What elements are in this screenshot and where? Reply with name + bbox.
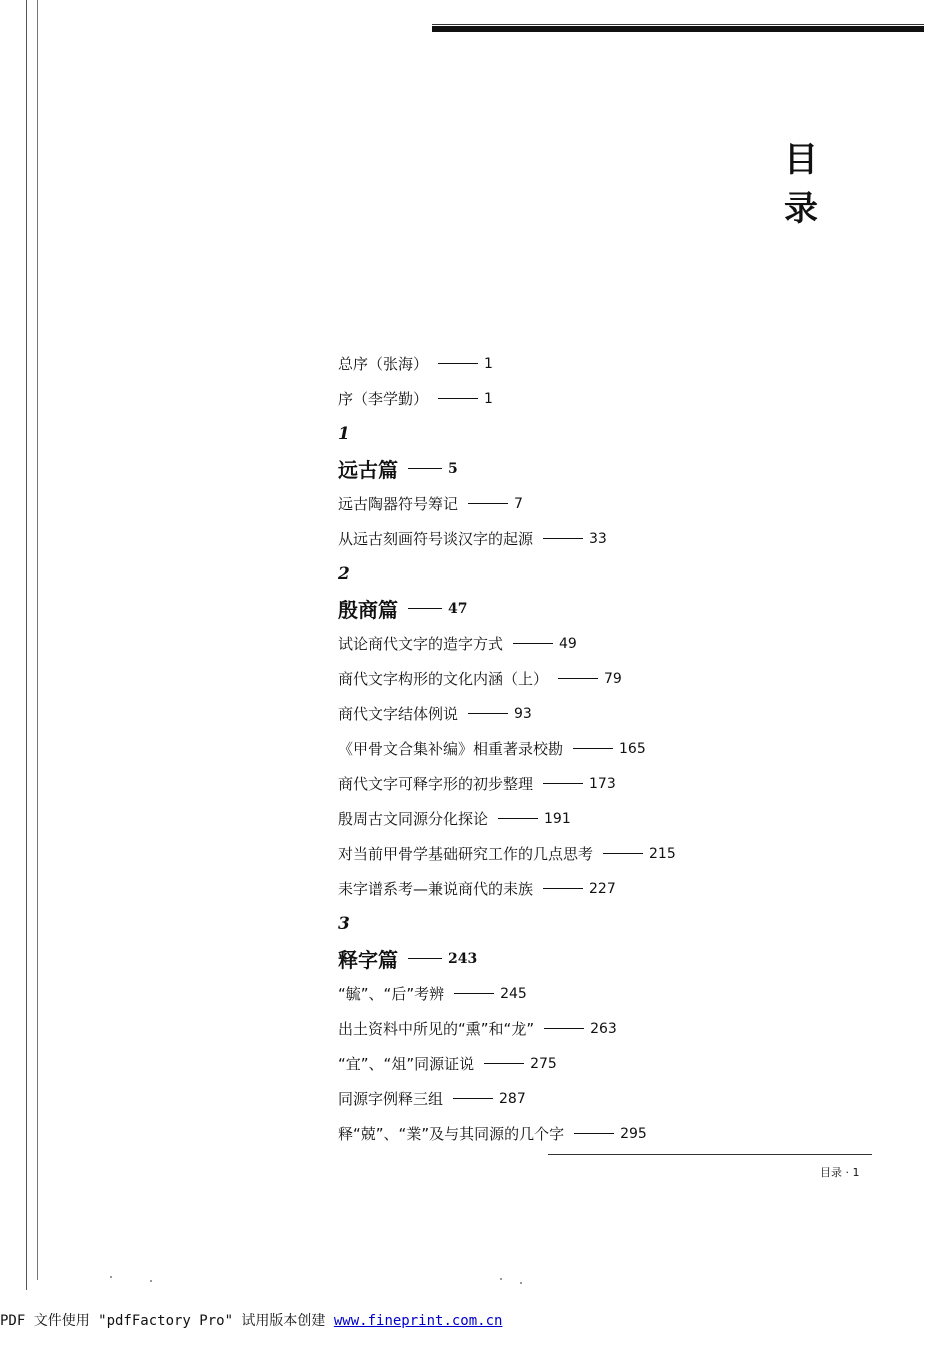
toc-page-number: 165 — [619, 740, 646, 757]
toc-leader-dash — [453, 1098, 493, 1099]
footer-rule — [548, 1154, 872, 1155]
top-rule-thin — [432, 24, 924, 25]
toc-leader-dash — [408, 958, 442, 959]
toc-title: 远古陶器符号筹记 — [338, 495, 459, 513]
toc-page-number: 191 — [544, 810, 571, 827]
toc-entry — [338, 346, 676, 381]
toc-title: “宜”、“俎”同源证说 — [338, 1055, 475, 1073]
toc-page-number: 227 — [589, 880, 616, 897]
toc-page-number: 245 — [500, 985, 527, 1002]
toc-section-heading — [338, 451, 676, 486]
toc-entry — [338, 1116, 676, 1151]
toc-title: 商代文字结体例说 — [338, 705, 459, 723]
toc-page-number: 5 — [448, 460, 458, 477]
top-rule — [432, 26, 924, 32]
scan-speck — [110, 1276, 112, 1278]
toc-entry — [338, 836, 676, 871]
toc-leader-dash — [438, 363, 478, 364]
toc-leader-dash — [498, 818, 538, 819]
toc-leader-dash — [408, 608, 442, 609]
toc-entry — [338, 696, 676, 731]
toc-title: 3 — [338, 913, 350, 934]
toc-title: 总序（张海） — [338, 355, 429, 373]
table-of-contents — [338, 346, 676, 1151]
toc-leader-dash — [544, 1028, 584, 1029]
toc-entry — [338, 1081, 676, 1116]
toc-leader-dash — [468, 713, 508, 714]
toc-leader-dash — [543, 538, 583, 539]
toc-page-number: 263 — [590, 1020, 617, 1037]
toc-title: 试论商代文字的造字方式 — [338, 635, 504, 653]
toc-page-number: 1 — [484, 355, 493, 372]
toc-entry — [338, 766, 676, 801]
toc-page-number: 173 — [589, 775, 616, 792]
page-title: 目 录 — [784, 140, 848, 229]
toc-page-number: 49 — [559, 635, 577, 652]
toc-title: 殷周古文同源分化探论 — [338, 810, 489, 828]
toc-leader-dash — [468, 503, 508, 504]
toc-title: 从远古刻画符号谈汉字的起源 — [338, 530, 534, 548]
toc-entry — [338, 871, 676, 906]
toc-leader-dash — [558, 678, 598, 679]
toc-leader-dash — [573, 748, 613, 749]
toc-title: 远古篇 — [338, 458, 398, 482]
page-folio: 目录 · 1 — [820, 1166, 860, 1179]
toc-entry — [338, 626, 676, 661]
toc-leader-dash — [513, 643, 553, 644]
toc-section-heading — [338, 591, 676, 626]
toc-entry — [338, 521, 676, 556]
toc-leader-dash — [438, 398, 478, 399]
scan-speck — [500, 1278, 502, 1280]
toc-title: 《甲骨文合集补编》相重著录校勘 — [338, 740, 564, 758]
toc-page-number: 215 — [649, 845, 676, 862]
creator-note-text: PDF 文件使用 "pdfFactory Pro" 试用版本创建 — [0, 1313, 334, 1329]
toc-leader-dash — [454, 993, 494, 994]
toc-title: 释“兢”、“業”及与其同源的几个字 — [338, 1125, 565, 1143]
toc-entry — [338, 976, 676, 1011]
toc-leader-dash — [603, 853, 643, 854]
toc-leader-dash — [543, 783, 583, 784]
toc-title: 商代文字构形的文化内涵（上） — [338, 670, 549, 688]
fineprint-link[interactable]: www.fineprint.com.cn — [333, 1313, 503, 1329]
left-margin-rule — [26, 0, 27, 1290]
left-margin-rule-inner — [37, 0, 38, 1280]
toc-title: 序（李学勤） — [338, 390, 429, 408]
toc-title: 1 — [338, 423, 350, 444]
toc-entry — [338, 381, 676, 416]
toc-leader-dash — [484, 1063, 524, 1064]
toc-entry — [338, 486, 676, 521]
scan-speck — [520, 1282, 522, 1284]
toc-title: 释字篇 — [338, 948, 398, 972]
toc-entry — [338, 661, 676, 696]
toc-page-number: 79 — [604, 670, 622, 687]
scan-speck — [150, 1280, 152, 1282]
toc-entry — [338, 801, 676, 836]
toc-title: 出土资料中所见的“熏”和“龙” — [338, 1020, 535, 1038]
toc-page-number: 243 — [448, 950, 478, 967]
toc-title: 殷商篇 — [338, 598, 398, 622]
toc-entry — [338, 731, 676, 766]
toc-leader-dash — [408, 468, 442, 469]
toc-page-number: 7 — [514, 495, 523, 512]
toc-part-number — [338, 416, 676, 451]
toc-section-heading — [338, 941, 676, 976]
toc-title: 2 — [338, 563, 350, 584]
toc-leader-dash — [574, 1133, 614, 1134]
toc-leader-dash — [543, 888, 583, 889]
toc-page-number: 33 — [589, 530, 607, 547]
toc-title: “毓”、“后”考辨 — [338, 985, 445, 1003]
toc-page-number: 287 — [499, 1090, 526, 1107]
toc-page-number: 295 — [620, 1125, 647, 1142]
toc-title: 商代文字可释字形的初步整理 — [338, 775, 534, 793]
toc-page-number: 47 — [448, 600, 468, 617]
toc-page-number: 275 — [530, 1055, 557, 1072]
toc-title: 耒字谱系考—兼说商代的耒族 — [338, 880, 534, 898]
toc-entry — [338, 1011, 676, 1046]
toc-title: 同源字例释三组 — [338, 1090, 444, 1108]
toc-part-number — [338, 906, 676, 941]
toc-entry — [338, 1046, 676, 1081]
pdf-creator-note — [0, 1310, 502, 1330]
toc-page-number: 93 — [514, 705, 532, 722]
toc-page-number: 1 — [484, 390, 493, 407]
toc-part-number — [338, 556, 676, 591]
toc-title: 对当前甲骨学基础研究工作的几点思考 — [338, 845, 594, 863]
